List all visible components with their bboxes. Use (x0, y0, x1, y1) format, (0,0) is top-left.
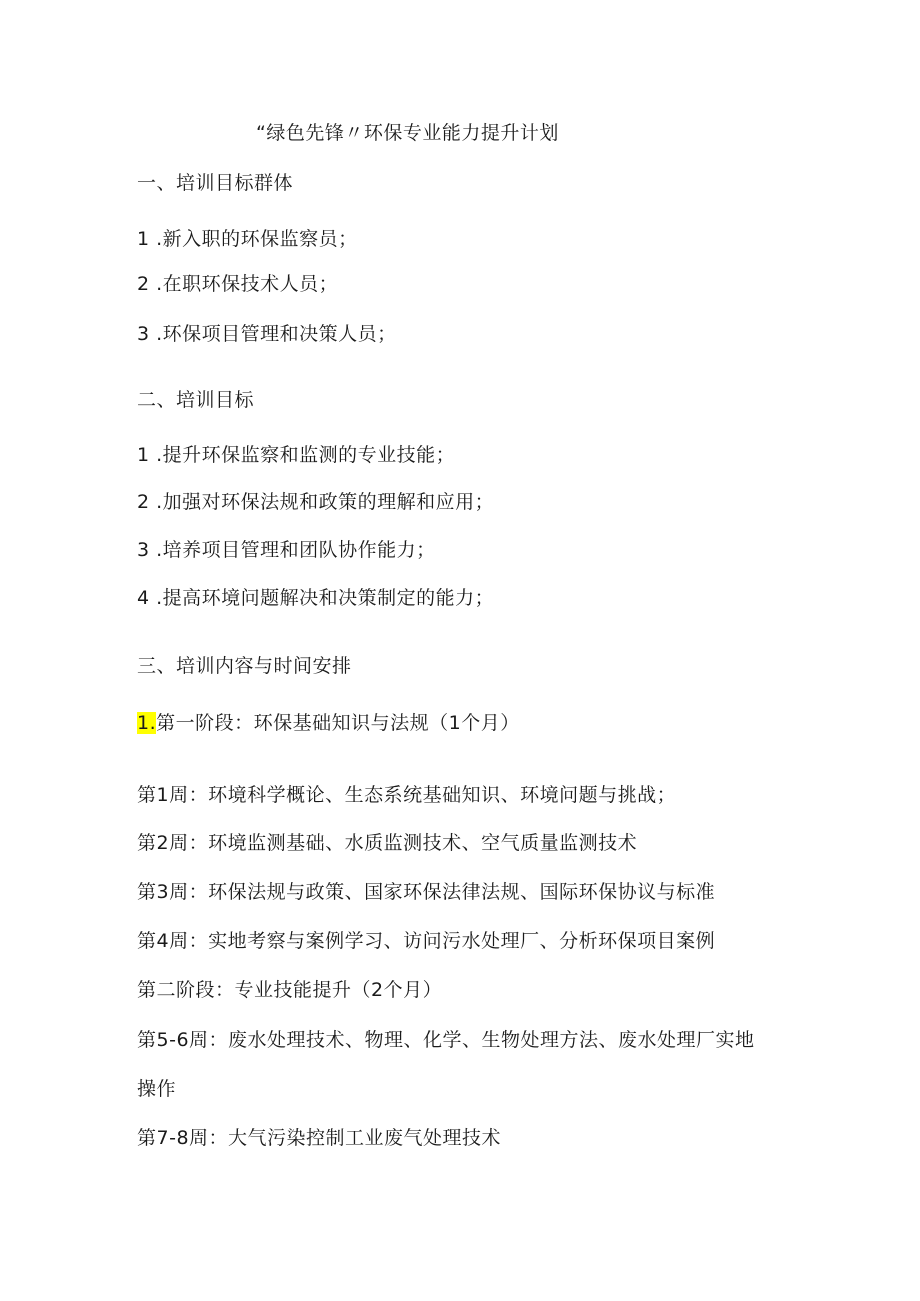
phase-2-heading: 第二阶段：专业技能提升（2个月） (137, 979, 443, 1001)
week-item: 第1周：环境科学概论、生态系统基础知识、环境问题与挑战； (137, 784, 677, 806)
list-item: 1 .新入职的环保监察员； (137, 228, 358, 250)
list-item: 2 .加强对环保法规和政策的理解和应用； (137, 491, 495, 513)
week-item: 第2周：环境监测基础、水质监测技术、空气质量监测技术 (137, 832, 638, 854)
list-item: 4 .提高环境问题解决和决策制定的能力； (137, 587, 495, 609)
week-item: 第4周：实地考察与案例学习、访问污水处理厂、分析环保项目案例 (137, 930, 716, 952)
list-item: 3 .培养项目管理和团队协作能力； (137, 539, 436, 561)
list-item: 1 .提升环保监察和监测的专业技能； (137, 444, 456, 466)
list-item: 3 .环保项目管理和决策人员； (137, 323, 397, 345)
document-title: “绿色先锋〃环保专业能力提升计划 (256, 122, 559, 144)
phase-1-heading (137, 711, 520, 735)
section-heading-target-group: 一、培训目标群体 (137, 172, 294, 194)
phase-1-text: 第一阶段：环保基础知识与法规（1个月） (156, 712, 520, 734)
week-item: 第7-8周：大气污染控制工业废气处理技术 (137, 1127, 502, 1149)
section-heading-goals: 二、培训目标 (137, 389, 255, 411)
highlighted-marker: 1. (137, 712, 157, 734)
section-heading-content-schedule: 三、培训内容与时间安排 (137, 655, 352, 677)
week-item-continuation: 操作 (137, 1078, 177, 1100)
week-item: 第3周：环保法规与政策、国家环保法律法规、国际环保协议与标准 (137, 881, 716, 903)
list-item: 2 .在职环保技术人员； (137, 273, 339, 295)
week-item: 第5-6周：废水处理技术、物理、化学、生物处理方法、废水处理厂实地 (137, 1029, 755, 1051)
